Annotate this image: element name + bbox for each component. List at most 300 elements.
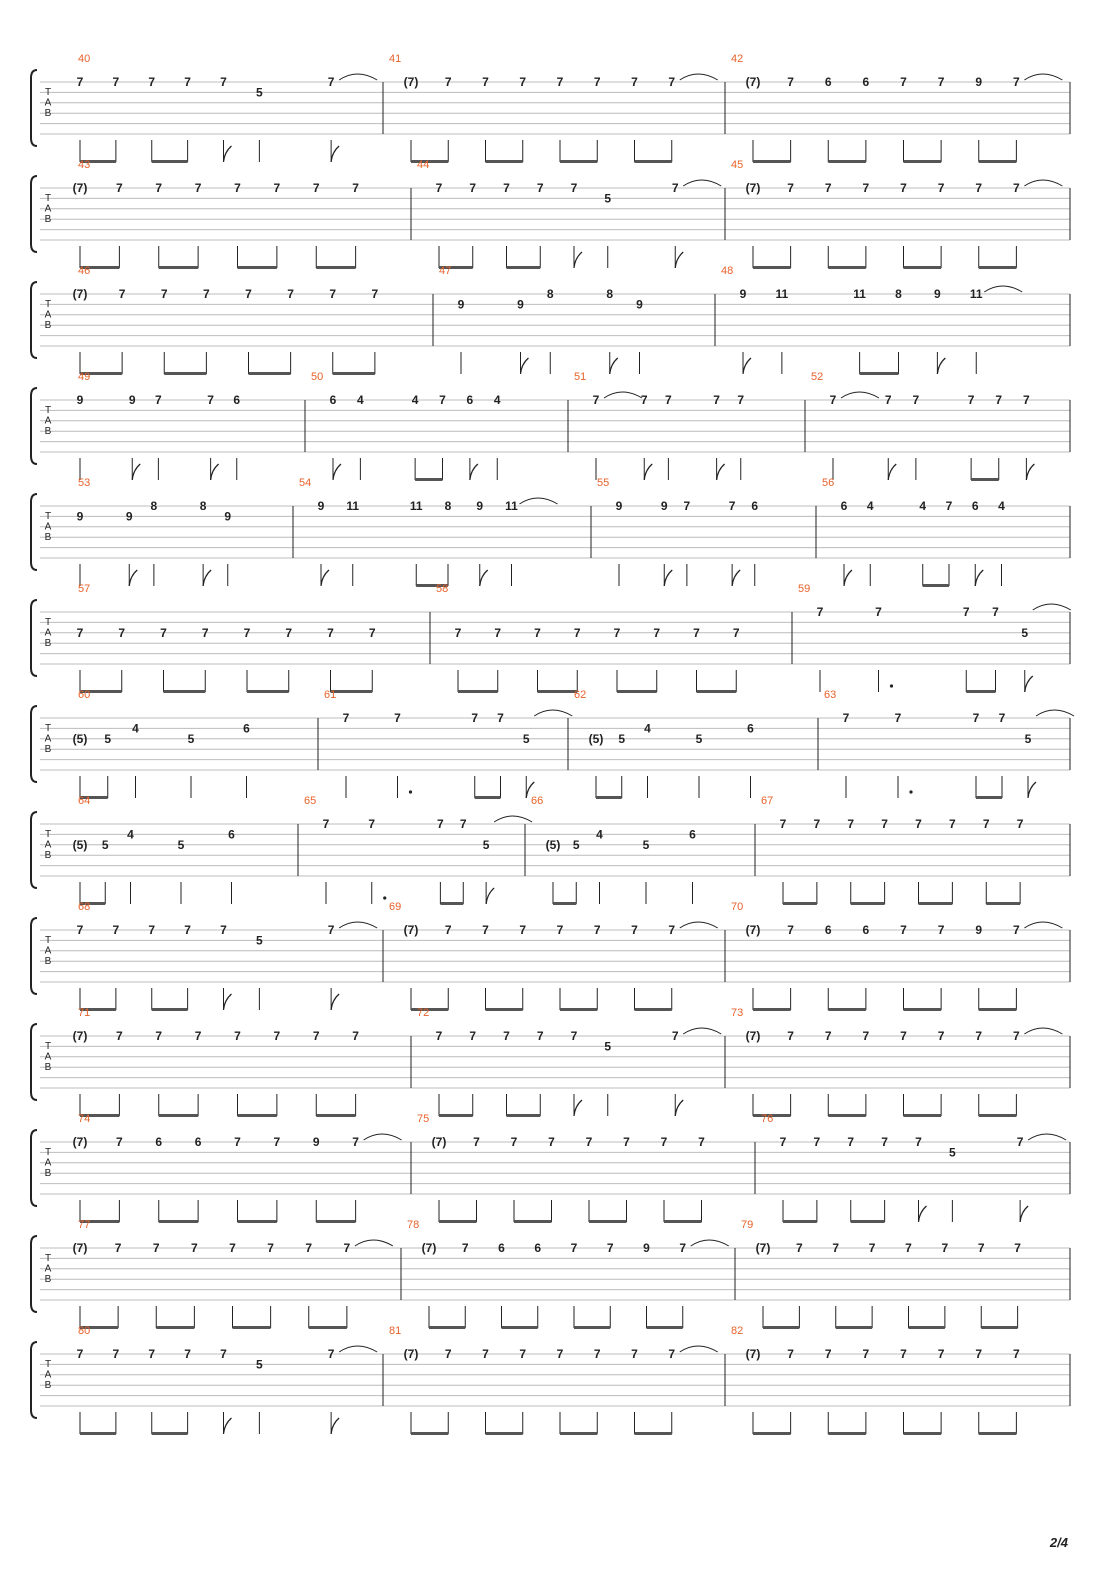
system-bracket (31, 918, 37, 994)
fret-number: 7 (327, 75, 335, 89)
dot-mark (383, 896, 386, 899)
note-flag (919, 1206, 927, 1222)
fret-number: 7 (548, 1135, 555, 1149)
fret-number: 7 (312, 181, 320, 195)
beam (429, 1326, 465, 1329)
fret-number: 7 (76, 75, 84, 89)
tie-arc (1024, 74, 1062, 80)
fret-number: 11 (853, 287, 866, 301)
fret-number: 4 (132, 721, 139, 736)
fret-number: 7 (713, 393, 720, 407)
fret-number: 7 (900, 1029, 907, 1043)
measure-number: 78 (407, 1219, 420, 1231)
tab-clef-letter: B (44, 638, 52, 649)
measure-number: 70 (731, 901, 744, 913)
beam (560, 1008, 597, 1011)
fret-number: 7 (469, 1029, 477, 1043)
fret-number: 7 (671, 1029, 679, 1043)
tab-clef-letter: A (44, 203, 52, 215)
fret-number: 9 (517, 297, 524, 312)
measure-number: 72 (417, 1007, 430, 1019)
beam (783, 902, 817, 905)
fret-number: (7) (72, 1241, 88, 1255)
fret-number: 7 (593, 75, 601, 89)
beam (458, 690, 498, 693)
dot-mark (890, 684, 893, 687)
fret-number: 7 (519, 1347, 527, 1361)
beam (553, 902, 576, 905)
fret-number: 8 (150, 499, 158, 513)
fret-number: 7 (482, 1347, 489, 1361)
beam (904, 1008, 942, 1011)
fret-number: 7 (148, 75, 156, 89)
beam (753, 1432, 791, 1435)
tie-arc (520, 498, 558, 504)
fret-number: 7 (454, 625, 462, 640)
fret-number: 9 (934, 287, 941, 301)
note-flag (331, 1418, 339, 1434)
fret-number: 7 (437, 817, 444, 831)
fret-number: 7 (285, 625, 293, 640)
fret-number: 5 (104, 731, 112, 746)
fret-number: 7 (671, 181, 679, 195)
note-flag (717, 464, 725, 480)
tab-clef-letter: B (44, 744, 52, 755)
beam (596, 796, 622, 799)
beam (486, 1432, 523, 1435)
fret-number: (7) (745, 1347, 761, 1361)
measure-number: 73 (731, 1007, 744, 1019)
beam (923, 584, 949, 587)
beam (156, 1326, 194, 1329)
fret-number: 7 (975, 1029, 983, 1043)
tab-clef-letter: T (44, 193, 52, 204)
beam (415, 478, 442, 481)
tab-clef-letter: B (44, 426, 52, 437)
tab-clef-letter: A (44, 1051, 52, 1063)
note-flag (1026, 464, 1034, 480)
beam (589, 1220, 627, 1223)
fret-number: 7 (570, 1241, 578, 1255)
fret-number: 7 (435, 1029, 443, 1043)
beam (986, 902, 1020, 905)
fret-number: 9 (76, 393, 84, 407)
beam (635, 1432, 672, 1435)
tie-arc (1024, 1028, 1062, 1034)
fret-number: 7 (201, 625, 209, 640)
fret-number: 7 (570, 1029, 578, 1043)
beam (164, 372, 206, 375)
fret-number: 7 (394, 711, 401, 725)
tab-clef-letter: T (44, 511, 52, 522)
note-flag (224, 1418, 232, 1434)
system-bracket (31, 494, 37, 570)
beam (507, 1114, 541, 1117)
measure-number: 64 (78, 795, 91, 807)
beam (152, 1432, 188, 1435)
fret-number: 7 (847, 817, 855, 831)
fret-number: 7 (894, 711, 902, 725)
beam (981, 1326, 1017, 1329)
tab-clef-letter: A (44, 415, 52, 427)
fret-number: 7 (439, 393, 446, 407)
fret-number: 6 (689, 827, 696, 842)
system-bracket (31, 282, 37, 358)
fret-number: 7 (847, 1135, 855, 1149)
fret-number: 7 (1016, 817, 1024, 831)
note-flag (610, 358, 618, 374)
beam (763, 1326, 799, 1329)
fret-number: 7 (519, 923, 527, 937)
fret-number: 7 (937, 923, 945, 937)
fret-number: 5 (1021, 625, 1029, 640)
fret-number: 7 (220, 1347, 227, 1361)
tab-clef-letter: T (44, 1041, 52, 1052)
fret-number: 5 (572, 837, 580, 852)
note-flag (224, 146, 232, 162)
beam (247, 690, 289, 693)
fret-number: 7 (962, 605, 970, 619)
fret-number: 7 (234, 1029, 241, 1043)
fret-number: 7 (945, 499, 953, 513)
fret-number: 7 (796, 1241, 803, 1255)
tie-arc (1028, 1134, 1066, 1140)
fret-number: 11 (409, 499, 423, 513)
fret-number: (7) (72, 181, 88, 195)
fret-number: (7) (745, 75, 761, 89)
tab-clef-letter: T (44, 299, 52, 310)
fret-number: 6 (824, 923, 832, 937)
fret-number: 7 (967, 393, 975, 407)
page-number: 2/4 (1049, 1535, 1068, 1550)
fret-number: 7 (534, 625, 541, 640)
fret-number: 7 (881, 817, 888, 831)
fret-number: 7 (352, 1029, 359, 1043)
fret-number: 7 (203, 287, 210, 301)
measure-number: 80 (78, 1325, 91, 1337)
measure-number: 75 (417, 1113, 430, 1125)
fret-number: 7 (570, 181, 578, 195)
fret-number: 7 (941, 1241, 949, 1255)
beam (904, 1432, 942, 1435)
fret-number: 9 (476, 499, 484, 513)
fret-number: 7 (194, 1029, 202, 1043)
fret-number: (7) (72, 287, 88, 301)
measure-number: 43 (78, 159, 91, 171)
fret-number: 7 (668, 75, 676, 89)
fret-number: 7 (875, 605, 882, 619)
fret-number: 11 (969, 287, 983, 301)
fret-number: 7 (329, 287, 337, 301)
fret-number: 7 (982, 817, 990, 831)
fret-number: (5) (72, 731, 88, 746)
fret-number: 4 (357, 393, 364, 407)
fret-number: (7) (745, 923, 761, 937)
fret-number: 7 (287, 287, 294, 301)
fret-number: 6 (824, 75, 832, 89)
fret-number: 7 (536, 1029, 544, 1043)
fret-number: 7 (842, 711, 850, 725)
fret-number: 7 (912, 393, 920, 407)
beam (233, 1326, 271, 1329)
tab-clef-letter: A (44, 627, 52, 639)
tie-arc (339, 74, 377, 80)
fret-number: 7 (155, 393, 162, 407)
system-bracket (31, 1130, 37, 1206)
fret-number: 7 (992, 605, 999, 619)
fret-number: 4 (596, 827, 603, 842)
fret-number: 7 (76, 625, 84, 640)
beam (828, 1114, 866, 1117)
measure-number: 58 (436, 583, 449, 595)
beam (507, 266, 541, 269)
note-flag (1028, 782, 1036, 798)
fret-number: 9 (457, 297, 465, 312)
fret-number: 7 (482, 923, 489, 937)
measure-number: 56 (822, 477, 835, 489)
beam (828, 1432, 866, 1435)
note-flag (937, 358, 945, 374)
fret-number: 7 (184, 75, 191, 89)
fret-number: 7 (737, 393, 745, 407)
tie-arc (364, 1134, 402, 1140)
fret-number: 7 (305, 1241, 313, 1255)
fret-number: 7 (471, 711, 479, 725)
measure-number: 62 (574, 689, 587, 701)
fret-number: 7 (503, 181, 510, 195)
fret-number: 7 (915, 1135, 922, 1149)
fret-number: 5 (177, 837, 185, 852)
tab-clef-letter: B (44, 1062, 52, 1073)
beam (966, 690, 995, 693)
fret-number: 9 (317, 499, 325, 513)
fret-number: 9 (739, 287, 747, 301)
tab-clef-letter: A (44, 839, 52, 851)
fret-number: (5) (545, 837, 561, 852)
fret-number: (7) (403, 1347, 419, 1361)
note-flag (574, 1100, 582, 1116)
fret-number: 6 (840, 499, 848, 513)
system-bracket (31, 1236, 37, 1312)
fret-number: (7) (403, 75, 419, 89)
beam (664, 1220, 702, 1223)
fret-number: 9 (975, 75, 983, 89)
fret-number: 7 (1013, 181, 1020, 195)
tie-arc (680, 922, 718, 928)
measure-number: 69 (389, 901, 402, 913)
beam (316, 266, 355, 269)
beam (979, 266, 1017, 269)
fret-number: 7 (728, 499, 736, 513)
fret-number: 7 (342, 711, 350, 725)
beam (502, 1326, 538, 1329)
fret-number: 5 (642, 837, 650, 852)
fret-number: 7 (573, 625, 581, 640)
fret-number: 7 (631, 923, 638, 937)
beam (159, 266, 198, 269)
fret-number: 7 (536, 181, 544, 195)
beam (238, 1114, 277, 1117)
fret-number: 7 (832, 1241, 840, 1255)
beam (309, 1326, 347, 1329)
tie-arc (339, 1346, 377, 1352)
note-flag (211, 464, 219, 480)
fret-number: 7 (461, 1241, 469, 1255)
note-flag (1020, 1206, 1028, 1222)
tie-arc (984, 286, 1022, 292)
beam (439, 1114, 473, 1117)
tie-arc (1033, 604, 1071, 610)
beam (697, 690, 737, 693)
tab-clef-letter: T (44, 829, 52, 840)
beam (851, 902, 885, 905)
fret-number: 7 (787, 75, 794, 89)
tab-clef-letter: B (44, 956, 52, 967)
fret-number: 7 (862, 1347, 870, 1361)
measure-number: 54 (299, 477, 312, 489)
fret-number: 7 (473, 1135, 480, 1149)
beam (560, 1432, 597, 1435)
beam (828, 1008, 866, 1011)
fret-number: 7 (868, 1241, 876, 1255)
tab-clef-letter: A (44, 521, 52, 533)
fret-number: 7 (881, 1135, 888, 1149)
fret-number: 6 (862, 75, 870, 89)
system-bracket (31, 1024, 37, 1100)
beam (164, 690, 206, 693)
fret-number: 7 (76, 1347, 84, 1361)
fret-number: 7 (184, 1347, 191, 1361)
fret-number: 5 (618, 731, 626, 746)
fret-number: 7 (116, 181, 123, 195)
fret-number: 7 (114, 1241, 122, 1255)
note-flag (521, 358, 529, 374)
beam (411, 1432, 448, 1435)
tab-clef-letter: B (44, 1274, 52, 1285)
fret-number: 7 (995, 393, 1003, 407)
tab-clef-letter: T (44, 87, 52, 98)
measure-number: 66 (531, 795, 544, 807)
system-bracket (31, 1342, 37, 1418)
fret-number: 7 (884, 393, 892, 407)
fret-number: 6 (243, 721, 250, 736)
fret-number: 7 (1013, 1029, 1020, 1043)
measure-number: 49 (78, 371, 91, 383)
fret-number: 7 (556, 75, 564, 89)
system-bracket (31, 388, 37, 464)
fret-number: 7 (693, 625, 700, 640)
fret-number: 7 (640, 393, 648, 407)
fret-number: 7 (975, 181, 983, 195)
fret-number: 7 (1016, 1135, 1024, 1149)
measure-number: 65 (304, 795, 317, 807)
beam (331, 690, 373, 693)
dot-mark (409, 790, 412, 793)
fret-number: 7 (915, 817, 922, 831)
tie-arc (1024, 922, 1062, 928)
fret-number: (7) (431, 1135, 447, 1149)
fret-number: (7) (755, 1241, 771, 1255)
fret-number: 7 (998, 711, 1006, 725)
fret-number: 7 (327, 1347, 335, 1361)
fret-number: 7 (975, 1347, 983, 1361)
fret-number: 7 (352, 181, 359, 195)
tie-arc (339, 922, 377, 928)
fret-number: 7 (665, 393, 672, 407)
beam (333, 372, 375, 375)
measure-number: 81 (389, 1325, 402, 1337)
fret-number: 11 (346, 499, 360, 513)
note-flag (224, 994, 232, 1010)
fret-number: 7 (273, 1029, 281, 1043)
fret-number: 7 (322, 817, 330, 831)
fret-number: 7 (503, 1029, 510, 1043)
tab-clef-letter: B (44, 214, 52, 225)
note-flag (333, 464, 341, 480)
fret-number: 7 (148, 923, 156, 937)
note-flag (675, 252, 683, 268)
system-bracket (31, 600, 37, 676)
measure-number: 63 (824, 689, 837, 701)
fret-number: 7 (660, 1135, 668, 1149)
fret-number: 7 (148, 1347, 156, 1361)
note-flag (844, 570, 852, 586)
fret-number: 7 (829, 393, 837, 407)
fret-number: 7 (444, 75, 452, 89)
beam (979, 1114, 1017, 1117)
tab-clef-letter: B (44, 1380, 52, 1391)
beam (574, 1326, 610, 1329)
beam (249, 372, 291, 375)
note-flag (470, 464, 478, 480)
beam (904, 266, 942, 269)
fret-number: 5 (256, 933, 263, 948)
fret-number: 4 (127, 827, 134, 842)
note-flag (321, 570, 329, 586)
fret-number: 6 (155, 1135, 163, 1149)
fret-number: 5 (604, 1039, 612, 1054)
tie-arc (534, 710, 572, 716)
fret-number: 6 (233, 393, 241, 407)
fret-number: 7 (234, 181, 241, 195)
fret-number: 9 (128, 393, 136, 407)
fret-number: 7 (556, 1347, 564, 1361)
tab-clef-letter: T (44, 723, 52, 734)
system-bracket (31, 812, 37, 888)
beam (979, 1008, 1017, 1011)
measure-number: 51 (574, 371, 587, 383)
fret-number: (7) (745, 1029, 761, 1043)
measure-number: 48 (721, 265, 734, 277)
fret-number: 7 (191, 1241, 198, 1255)
tie-arc (683, 1028, 721, 1034)
beam (486, 160, 523, 163)
fret-number: 7 (459, 817, 467, 831)
tab-clef-letter: A (44, 945, 52, 957)
fret-number: 7 (1023, 393, 1030, 407)
fret-number: 7 (327, 923, 335, 937)
fret-number: 7 (494, 625, 502, 640)
beam (538, 690, 578, 693)
fret-number: 4 (644, 721, 651, 736)
measure-number: 67 (761, 795, 774, 807)
tab-clef-letter: A (44, 1369, 52, 1381)
fret-number: 9 (660, 499, 668, 513)
fret-number: 7 (900, 1347, 907, 1361)
fret-number: 4 (411, 393, 419, 407)
fret-number: 7 (949, 817, 956, 831)
tie-arc (691, 1240, 729, 1246)
